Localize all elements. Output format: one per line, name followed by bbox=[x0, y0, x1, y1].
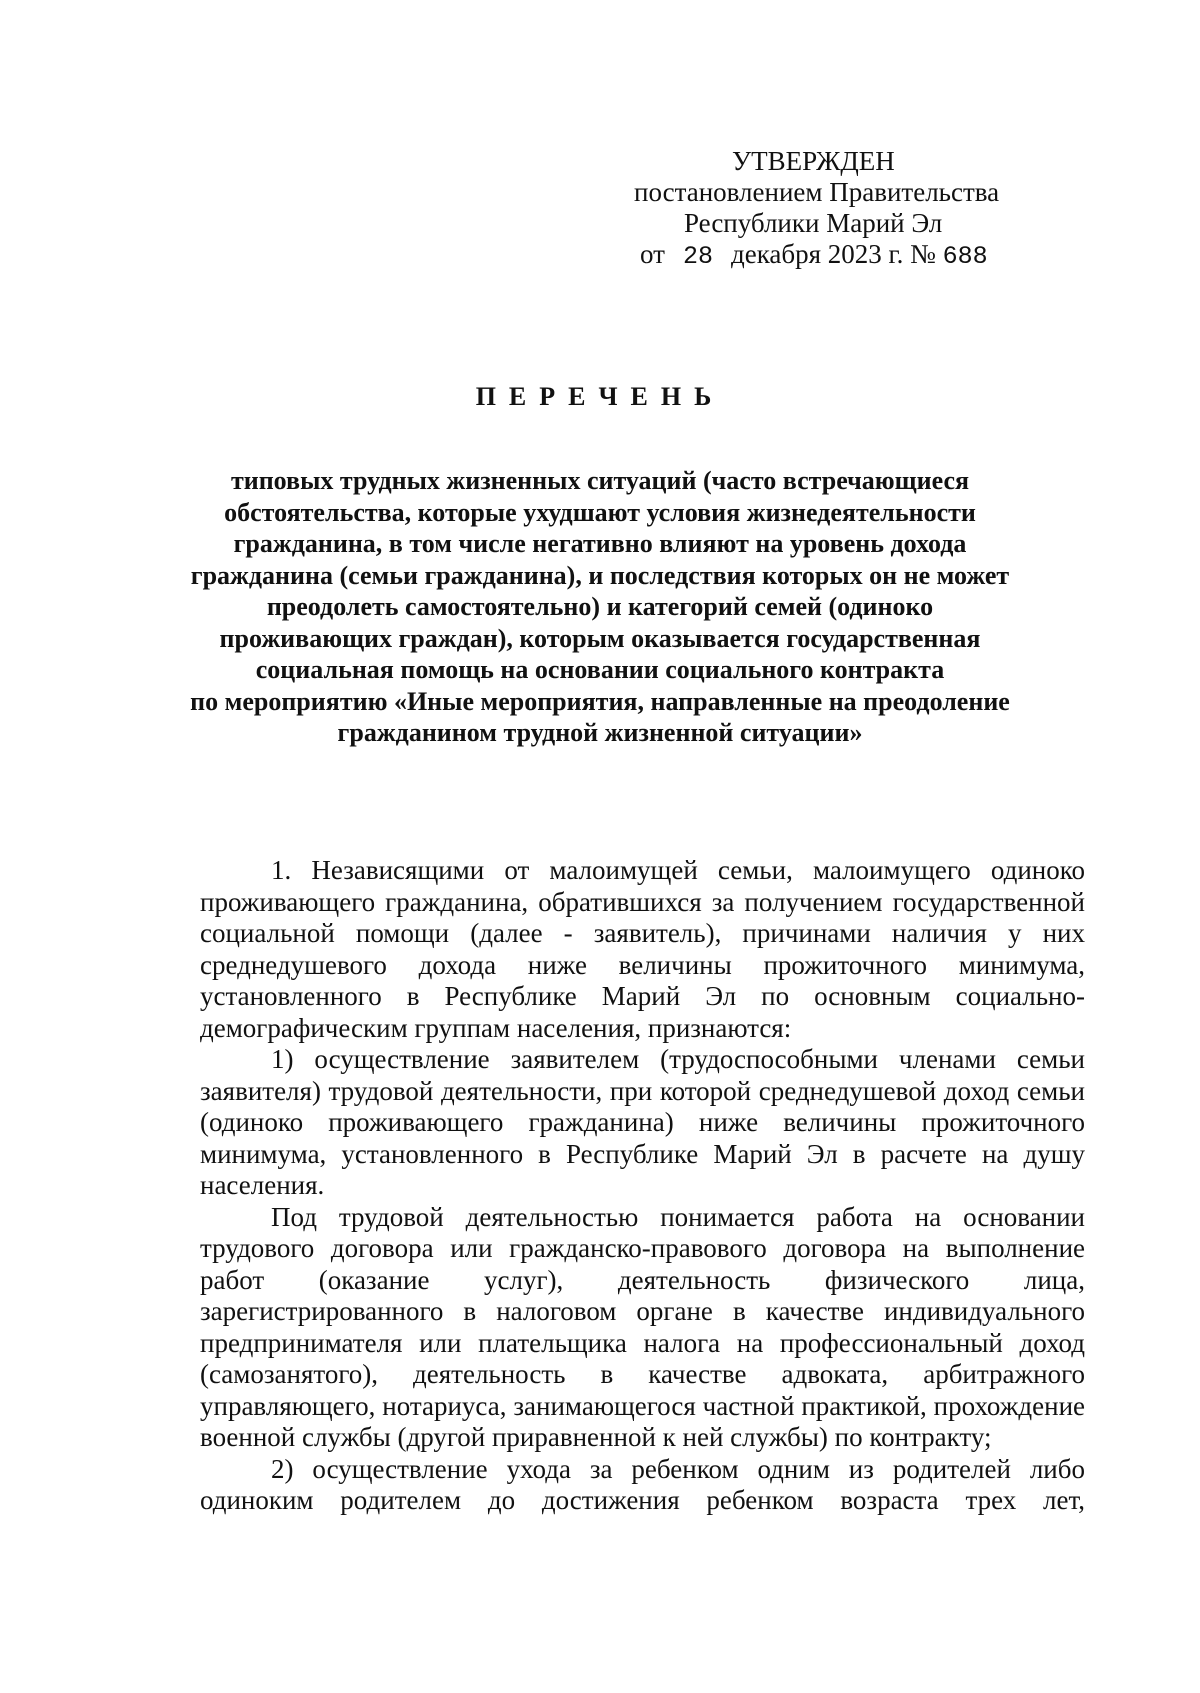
subtitle-line: гражданина, в том числе негативно влияют на уровень дохода bbox=[233, 529, 967, 558]
paragraph-item-2: 2) осуществление ухода за ребенком одним из родителей либо одиноким родителем до достижения ребенком возраста трех лет, bbox=[200, 1453, 1085, 1515]
subtitle-line: проживающих граждан), которым оказывается государственная bbox=[219, 623, 981, 653]
subtitle-line: по мероприятию «Иные мероприятия, направленные на преодоление bbox=[190, 686, 1010, 716]
date-month-year: декабря 2023 г. № bbox=[730, 239, 936, 269]
document-title: ПЕРЕЧЕНЬ bbox=[475, 382, 725, 411]
document-subtitle bbox=[150, 465, 1050, 749]
paragraph-definition: Под трудовой деятельностью понимается работа на основании трудового договора или гражданско-правового договора на выполнение работ (оказание услуг), деятельность физического лица, зарегистрированного в налоговом органе в качестве индивидуального предпринимателя или плательщика налога на профессиональный доход (самозанятого), деятельность в качестве адвоката, арбитражного управляющего, нотариуса, занимающегося частной практикой, прохождение военной службы (другой приравненной к ней службы) по контракту; bbox=[200, 1201, 1085, 1452]
date-prefix: от bbox=[640, 239, 665, 269]
date-day: 28 bbox=[682, 242, 713, 271]
paragraph-item-1: 1) осуществление заявителем (трудоспособными членами семьи заявителя) трудовой деятельности, при которой среднедушевой доход семьи (одиноко проживающего гражданина) ниже величины прожиточного минимума, установленного в Республике Марий Эл в расчете на душу населения. bbox=[200, 1044, 1085, 1200]
approval-date-line bbox=[640, 239, 1040, 272]
subtitle-line: гражданина (семьи гражданина), и последствия которых он не может bbox=[190, 560, 1010, 590]
approval-heading: УТВЕРЖДЕН bbox=[732, 146, 895, 176]
subtitle-line: социальная помощь на основании социального контракта bbox=[255, 655, 945, 684]
subtitle-line: гражданином трудной жизненной ситуации» bbox=[337, 718, 863, 747]
approval-region: Республики Марий Эл bbox=[684, 208, 943, 238]
subtitle-line: типовых трудных жизненных ситуаций (часто встречающиеся bbox=[230, 466, 970, 495]
decree-number: 688 bbox=[942, 242, 988, 271]
subtitle-line: преодолеть самостоятельно) и категорий семей (одиноко bbox=[266, 592, 934, 621]
document-body bbox=[200, 855, 1085, 1517]
subtitle-line: обстоятельства, которые ухудшают условия жизнедеятельности bbox=[224, 497, 976, 527]
paragraph-1: 1. Независящими от малоимущей семьи, малоимущего одиноко проживающего гражданина, обратившихся за получением государственной социальной помощи (далее - заявитель), причинами наличия у них среднедушевого дохода ниже величины прожиточного минимума, установленного в Республике Марий Эл по основным социально-демографическим группам населения, признаются: bbox=[200, 855, 1085, 1043]
approval-stamp bbox=[600, 146, 1040, 272]
approval-authority: постановлением Правительства bbox=[634, 177, 1000, 207]
